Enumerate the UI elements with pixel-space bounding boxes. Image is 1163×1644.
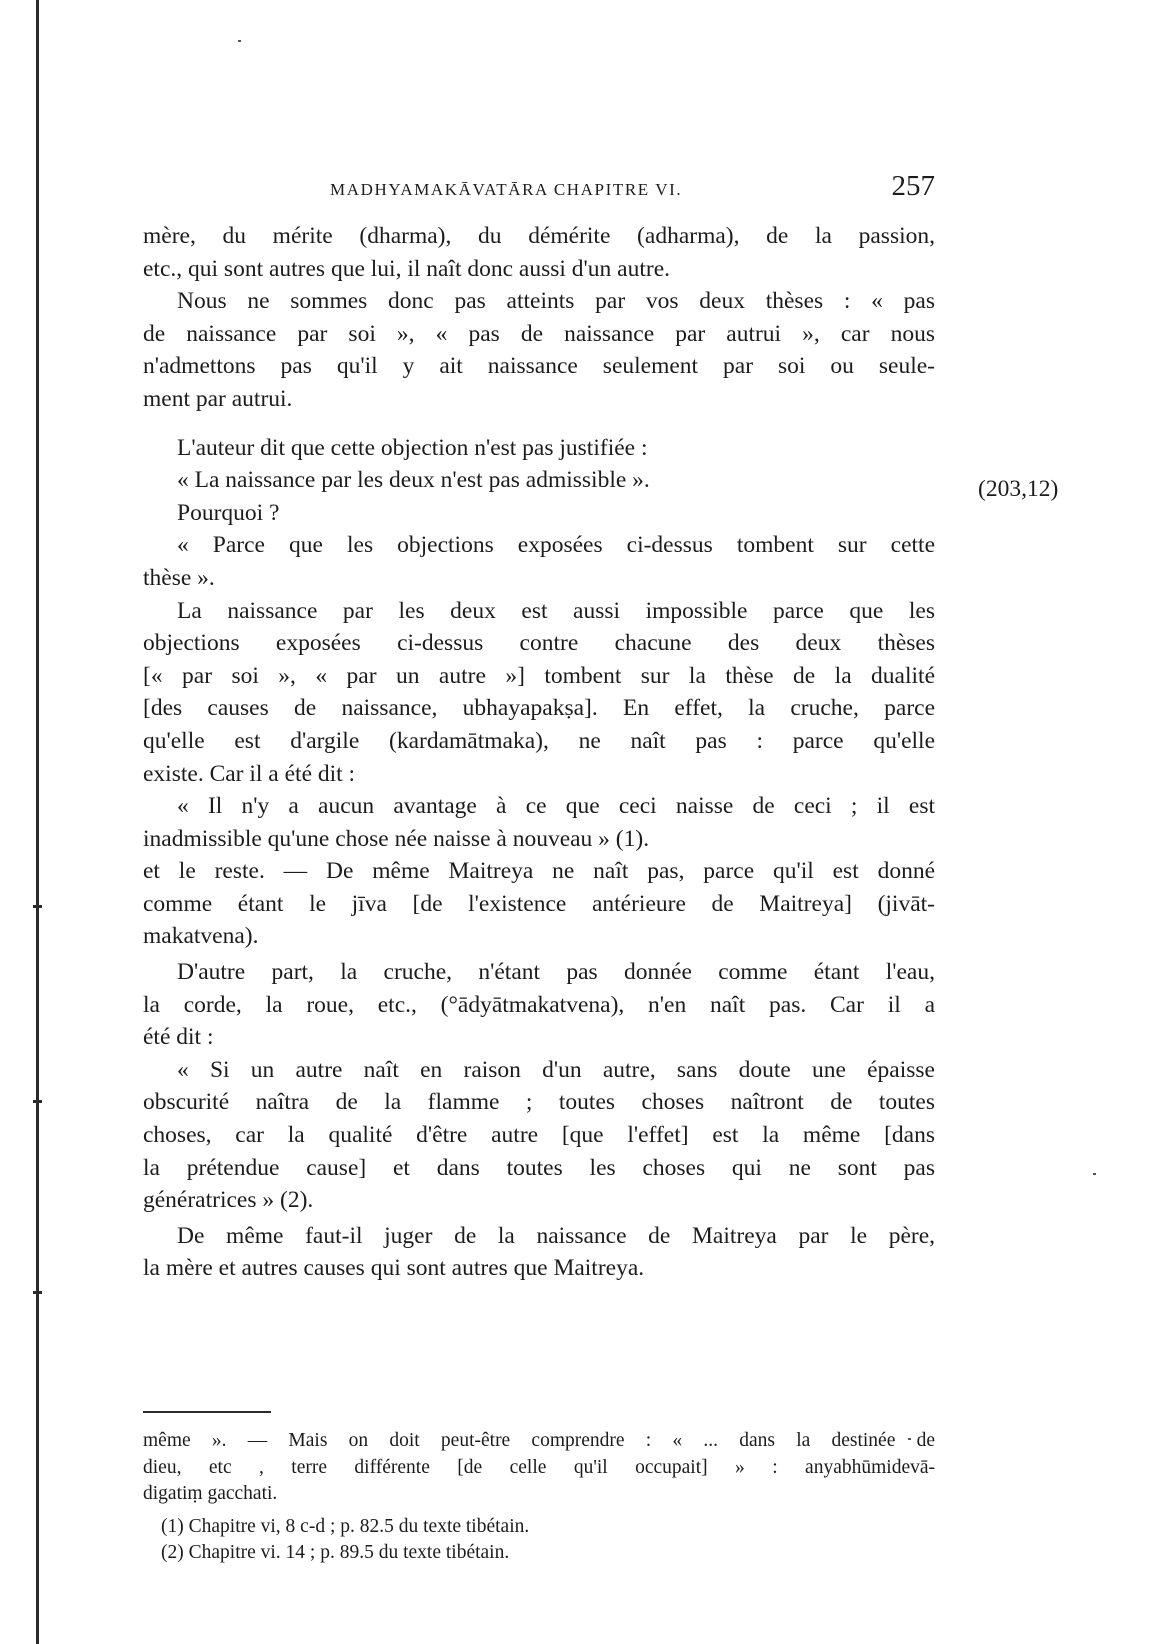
text-line: L'auteur dit que cette objection n'est pas justifiée : bbox=[177, 434, 648, 461]
text-line: D'autre part, la cruche, n'étant pas donnée comme étant l'eau, bbox=[177, 959, 935, 986]
running-title: MADHYAMAKĀVATĀRA CHAPITRE VI. bbox=[330, 180, 683, 199]
text-line: la mère et autres causes qui sont autres que Maitreya. bbox=[143, 1255, 645, 1282]
text-line: ment par autrui. bbox=[143, 385, 293, 412]
text-line: la corde, la roue, etc., (°ādyātmakatvena), n'en naît pas. Car il a bbox=[143, 991, 935, 1018]
text-line: « Si un autre naît en raison d'un autre, sans doute une épaisse bbox=[177, 1056, 935, 1083]
text-line: choses, car la qualité d'être autre [que l'effet] est la même [dans bbox=[143, 1122, 935, 1149]
text-line: de naissance par soi », « pas de naissance par autrui », car nous bbox=[143, 320, 935, 347]
paper-speck bbox=[1093, 1173, 1096, 1175]
text-line: makatvena). bbox=[143, 923, 259, 950]
text-line: inadmissible qu'une chose née naisse à nouveau » (1). bbox=[143, 825, 650, 852]
text-line: Nous ne sommes donc pas atteints par vos deux thèses : « pas bbox=[177, 288, 935, 315]
text-line: et le reste. — De même Maitreya ne naît pas, parce qu'il est donné bbox=[143, 858, 935, 885]
footnote-line: (2) Chapitre vi. 14 ; p. 89.5 du texte tibétain. bbox=[161, 1542, 510, 1563]
text-line: La naissance par les deux est aussi impossible parce que les bbox=[177, 597, 935, 624]
footnote-line: (1) Chapitre vi, 8 c-d ; p. 82.5 du texte tibétain. bbox=[161, 1515, 530, 1537]
footnotes bbox=[143, 1428, 935, 1567]
binding-mark bbox=[33, 905, 42, 908]
text-line: objections exposées ci-dessus contre chacune des deux thèses bbox=[143, 630, 935, 657]
binding-edge bbox=[36, 0, 39, 1644]
footnote-line: même ». — Mais on doit peut-être comprendre : « ... dans la destinée de bbox=[143, 1430, 935, 1451]
text-line: la prétendue cause] et dans toutes les choses qui ne sont pas bbox=[143, 1154, 935, 1181]
text-line: été dit : bbox=[143, 1024, 214, 1051]
text-line: « La naissance par les deux n'est pas admissible ». bbox=[177, 467, 650, 494]
text-line: génératrices » (2). bbox=[143, 1187, 314, 1214]
main-text bbox=[143, 220, 935, 1285]
margin-reference: (203,12) bbox=[978, 476, 1059, 502]
text-line: thèse ». bbox=[143, 564, 215, 591]
footnote-separator bbox=[143, 1411, 271, 1413]
footnote-line: digatiṃ gacchati. bbox=[143, 1483, 278, 1504]
text-line: obscurité naîtra de la flamme ; toutes choses naîtront de toutes bbox=[143, 1089, 935, 1116]
text-line: [des causes de naissance, ubhayapakṣa]. En effet, la cruche, parce bbox=[143, 695, 935, 722]
text-line: etc., qui sont autres que lui, il naît donc aussi d'un autre. bbox=[143, 255, 670, 282]
paper-speck bbox=[238, 40, 241, 42]
page-number: 257 bbox=[891, 170, 935, 202]
text-line: « Il n'y a aucun avantage à ce que ceci naisse de ceci ; il est bbox=[177, 793, 935, 820]
text-line: qu'elle est d'argile (kardamātmaka), ne naît pas : parce qu'elle bbox=[143, 727, 935, 754]
text-line: mère, du mérite (dharma), du démérite (adharma), de la passion, bbox=[143, 223, 935, 249]
paragraph-gap bbox=[143, 416, 935, 432]
binding-mark bbox=[33, 1100, 42, 1103]
text-line: « Parce que les objections exposées ci-dessus tombent sur cette bbox=[177, 532, 935, 559]
text-line: n'admettons pas qu'il y ait naissance seulement par soi ou seule- bbox=[143, 353, 935, 380]
binding-mark bbox=[33, 1291, 42, 1294]
footnote-line: dieu, etc , terre différente [de celle qu'il occupait] » : anyabhūmidevā- bbox=[143, 1456, 935, 1478]
text-line: De même faut-il juger de la naissance de Maitreya par le père, bbox=[177, 1222, 935, 1249]
text-line: Pourquoi ? bbox=[177, 499, 280, 526]
text-line: existe. Car il a été dit : bbox=[143, 760, 356, 787]
text-line: comme étant le jīva [de l'existence antérieure de Maitreya] (jivāt- bbox=[143, 890, 935, 917]
running-header bbox=[330, 170, 935, 210]
text-line: [« par soi », « par un autre »] tombent sur la thèse de la dualité bbox=[143, 662, 935, 689]
